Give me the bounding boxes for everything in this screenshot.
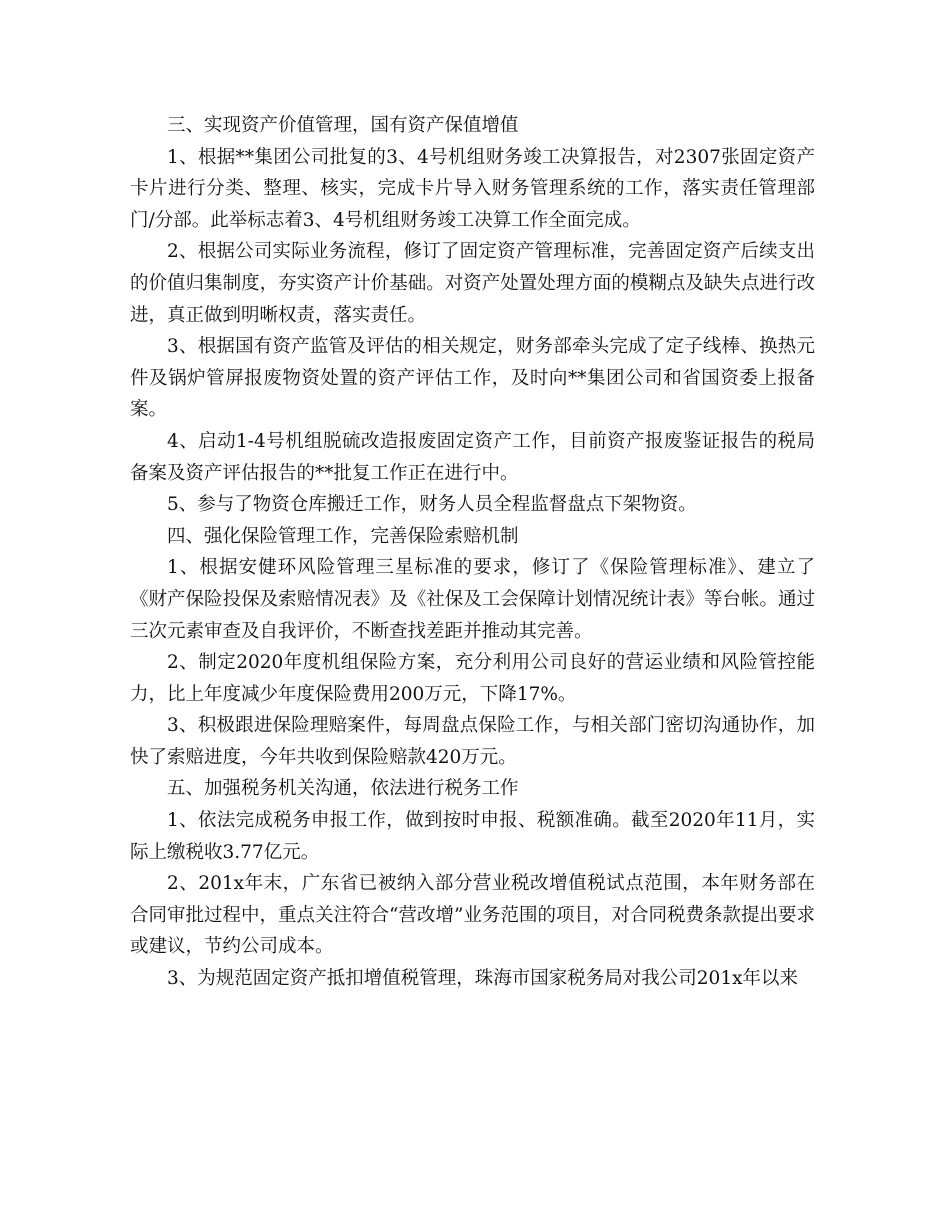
- paragraph: 1、依法完成税务申报工作，做到按时申报、税额准确。截至2020年11月，实际上缴税收3.77亿元。: [130, 810, 815, 863]
- paragraph: 1、根据**集团公司批复的3、4号机组财务竣工决算报告，对2307张固定资产卡片进行分类、整理、核实，完成卡片导入财务管理系统的工作，落实责任管理部门/分部。此举标志着3、4号机组财务竣工决算工作全面完成。: [130, 146, 815, 231]
- paragraph: 5、参与了物资仓库搬迁工作，财务人员全程监督盘点下架物资。: [167, 494, 697, 516]
- paragraph: 3、根据国有资产监管及评估的相关规定，财务部牵头完成了定子线棒、换热元件及锅炉管屏报废物资处置的资产评估工作，及时向**集团公司和省国资委上报备案。: [130, 336, 815, 421]
- paragraph: 3、积极跟进保险理赔案件，每周盘点保险工作，与相关部门密切沟通协作，加快了索赔进度，今年共收到保险赔款420万元。: [130, 715, 815, 768]
- document-body: [130, 110, 815, 995]
- paragraph: 2、根据公司实际业务流程，修订了固定资产管理标准，完善固定资产后续支出的价值归集制度，夯实资产计价基础。对资产处置处理方面的模糊点及缺失点进行改进，真正做到明晰权责，落实责任。: [130, 241, 815, 326]
- paragraph: 2、201x年末，广东省已被纳入部分营业税改增值税试点范围，本年财务部在合同审批过程中，重点关注符合“营改增”业务范围的项目，对合同税费条款提出要求或建议，节约公司成本。: [130, 873, 815, 958]
- paragraph: 2、制定2020年度机组保险方案，充分利用公司良好的营运业绩和风险管控能力，比上年度减少年度保险费用200万元，下降17%。: [130, 652, 815, 705]
- paragraph: 4、启动1-4号机组脱硫改造报废固定资产工作，目前资产报废鉴证报告的税局备案及资产评估报告的**批复工作正在进行中。: [130, 430, 815, 484]
- paragraph: 3、为规范固定资产抵扣增值税管理，珠海市国家税务局对我公司201x年以来: [167, 968, 799, 990]
- section-heading-5: 五、加强税务机关沟通，依法进行税务工作: [167, 778, 519, 800]
- paragraph: 1、根据安健环风险管理三星标准的要求，修订了《保险管理标准》、建立了《财产保险投保及索赔情况表》及《社保及工会保障计划情况统计表》等台帐。通过三次元素审查及自我评价，不断查找差距并推动其完善。: [130, 557, 815, 642]
- section-heading-4: 四、强化保险管理工作，完善保险索赔机制: [167, 525, 519, 547]
- section-heading-3: 三、实现资产价值管理，国有资产保值增值: [167, 115, 519, 136]
